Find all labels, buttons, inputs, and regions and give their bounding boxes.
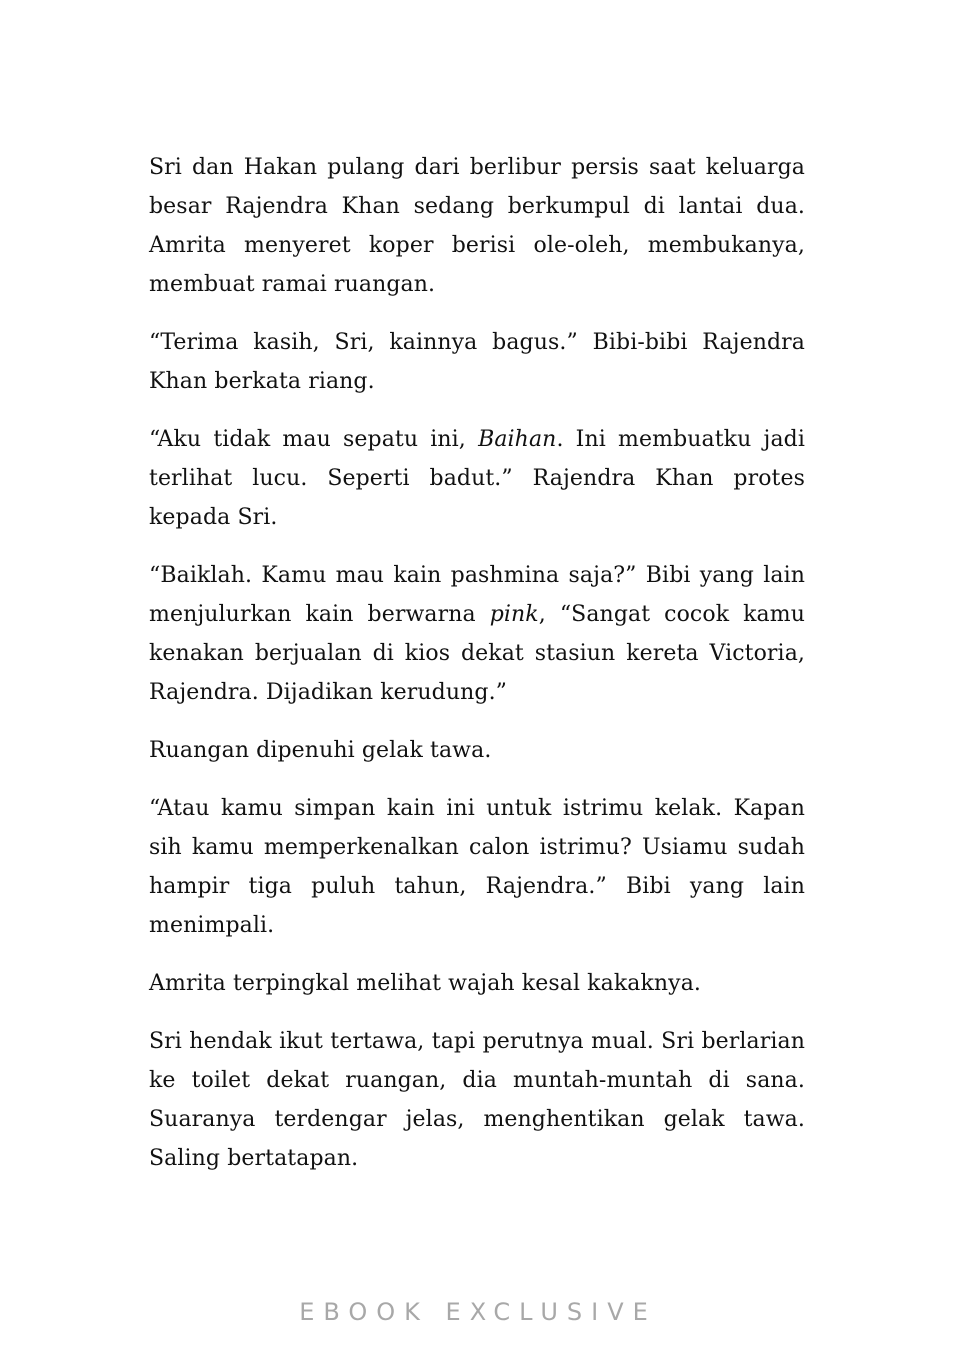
paragraph (149, 420, 805, 537)
paragraph-text: “Aku tidak mau sepatu ini, (149, 427, 479, 452)
paragraph (149, 556, 805, 712)
paragraph-text: “Atau kamu simpan kain ini untuk istrimu kelak. Kapan sih kamu memperkenalkan calon istrimu? Usiamu sudah hampir tiga puluh tahun, Rajendra.” Bibi yang lain menimpali. (149, 796, 805, 938)
paragraph-text: . Ini membuatku jadi terlihat lucu. Seperti badut.” Rajendra Khan protes kepada Sri. (149, 427, 805, 530)
footer-watermark: EBOOK EXCLUSIVE (299, 1298, 657, 1326)
paragraph-text: “Terima kasih, Sri, kainnya bagus.” Bibi-bibi Rajendra Khan berkata riang. (149, 330, 805, 394)
italic-term: Baihan (478, 427, 557, 452)
paragraph-text: Amrita terpingkal melihat wajah kesal kakaknya. (149, 971, 702, 996)
paragraph (149, 148, 805, 304)
paragraph-text: “Baiklah. Kamu mau kain pashmina saja?” Bibi yang lain menjulurkan kain berwarna (149, 563, 805, 627)
paragraph (149, 323, 805, 401)
paragraph (149, 1022, 805, 1178)
paragraph-text: Sri dan Hakan pulang dari berlibur persis saat keluarga besar Rajendra Khan sedang berkumpul di lantai dua. Amrita menyeret koper berisi ole-oleh, membukanya, membuat ramai ruangan. (149, 155, 805, 297)
page-body (149, 148, 805, 1197)
paragraph-text: Ruangan dipenuhi gelak tawa. (149, 738, 492, 763)
paragraph-text: Sri hendak ikut tertawa, tapi perutnya mual. Sri berlarian ke toilet dekat ruangan, dia muntah-muntah di sana. Suaranya terdengar jelas, menghentikan gelak tawa. Saling bertatapan. (149, 1029, 805, 1171)
paragraph (149, 964, 805, 1003)
paragraph (149, 789, 805, 945)
paragraph-text: , “Sangat cocok kamu kenakan berjualan di kios dekat stasiun kereta Victoria, Rajendra. Dijadikan kerudung.” (149, 602, 806, 705)
italic-term: pink (489, 602, 539, 627)
paragraph (149, 731, 805, 770)
